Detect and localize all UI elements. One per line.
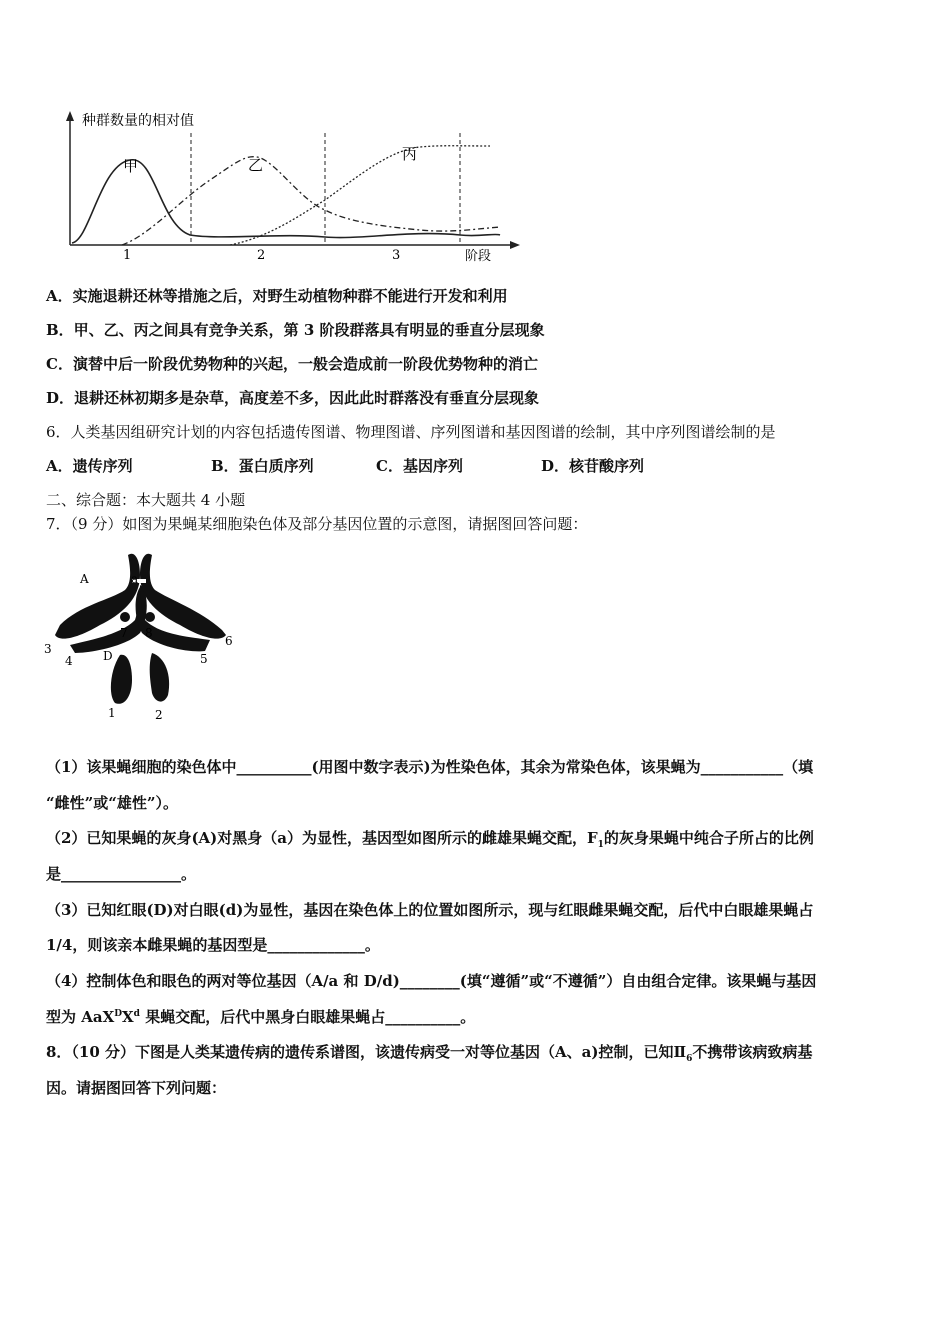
q7-part4-text3: 果蝇交配，后代中黑身白眼雄果蝇占__________。 (139, 1008, 476, 1026)
label-5: 5 (200, 652, 208, 666)
q5-option-b: B．甲、乙、丙之间具有竞争关系，第 3 阶段群落具有明显的垂直分层现象 (46, 321, 545, 339)
curve-yi (122, 157, 500, 245)
tick-label-3: 3 (392, 248, 401, 263)
q5-option-c: C．演替中后一阶段优势物种的兴起，一般会造成前一阶段优势物种的消亡 (46, 355, 538, 373)
curve-label-jia: 甲 (123, 157, 139, 175)
q7-part2-pre: （2）已知果蝇的灰身(A)对黑身（a）为显性，基因型如图所示的雌雄果蝇交配，F (46, 829, 598, 847)
q8-sub: 6 (686, 1054, 693, 1064)
q7-part2-sub: 1 (597, 840, 604, 850)
curve-label-bing: 丙 (402, 145, 418, 163)
q5-option-a: A．实施退耕还林等措施之后，对野生动植物种群不能进行开发和利用 (46, 287, 508, 305)
graph-xlabel: 阶段 (465, 249, 492, 264)
chromosome-diagram (40, 545, 240, 725)
q8-pre: 8．（10 分）下图是人类某遗传病的遗传系谱图，该遗传病受一对等位基因（A、a)控制，已知Ⅱ (46, 1043, 687, 1061)
q6-options (46, 456, 644, 476)
q7-part3-line2: 1/4，则该亲本雌果蝇的基因型是_____________。 (46, 936, 380, 954)
q7-part4-line1: （4）控制体色和眼色的两对等位基因（A/a 和 D/d)________(填“遵循”或“不遵循”）自由组合定律。该果蝇与基因 (46, 972, 817, 990)
q7-part4-text2: X (122, 1008, 134, 1026)
q7-stem: 7．（9 分）如图为果蝇某细胞染色体及部分基因位置的示意图，请据图回答问题： (46, 515, 588, 533)
q8-post: 不携带该病致病基 (692, 1043, 813, 1061)
section-heading: 二、综合题：本大题共 4 小题 (46, 491, 246, 509)
graph-ylabel: 种群数量的相对值 (82, 113, 194, 129)
q6-stem: 6．人类基因组研究计划的内容包括遗传图谱、物理图谱、序列图谱和基因图谱的绘制，其中序列图谱绘制的是 (46, 423, 776, 441)
q6-option-b: B．蛋白质序列 (211, 457, 314, 475)
q6-option-a: A．遗传序列 (46, 457, 133, 475)
label-3: 3 (44, 642, 52, 656)
q7-part1-line1: （1）该果蝇细胞的染色体中__________(用图中数字表示)为性染色体，其余为常染色体，该果蝇为___________（填 (46, 758, 814, 776)
q7-part4-sup1: D (114, 1009, 123, 1019)
q7-part3-line1: （3）已知红眼(D)对白眼(d)为显性，基因在染色体上的位置如图所示，现与红眼雌果蝇交配，后代中白眼雄果蝇占 (46, 901, 814, 919)
q8-line2: 因。请据图回答下列问题： (46, 1079, 227, 1097)
curve-bing (230, 146, 490, 245)
q7-part4-sup2: d (133, 1009, 140, 1019)
gene-label-d: D (103, 649, 113, 663)
label-2: 2 (155, 708, 163, 722)
chromosome-2 (150, 653, 169, 702)
chromosome-6 (140, 554, 226, 639)
label-7: 7 (120, 626, 128, 640)
label-4: 4 (65, 654, 73, 668)
q6-option-c: C．基因序列 (376, 457, 463, 475)
tick-label-1: 1 (123, 248, 132, 263)
q7-part2-line1 (46, 828, 814, 848)
q6-option-d: D．核苷酸序列 (541, 457, 645, 475)
q7-part4-text1: 型为 AaX (46, 1008, 115, 1026)
q8-line1 (46, 1042, 812, 1062)
label-6: 6 (225, 634, 233, 648)
population-graph (60, 105, 530, 265)
x-axis-arrow (510, 241, 520, 249)
tick-label-2: 2 (257, 248, 266, 263)
chromosome-7 (120, 612, 130, 622)
q7-part4-line2 (46, 1007, 475, 1027)
gene-label-a-upper: A (80, 572, 89, 586)
q7-part2-line2: 是________________。 (46, 865, 197, 883)
chromosome-8 (145, 612, 155, 622)
y-axis-arrow (66, 111, 74, 121)
q7-part1-line2: “雌性”或“雄性”）。 (46, 794, 179, 812)
curve-label-yi: 乙 (248, 156, 264, 174)
chromosome-1 (111, 655, 132, 704)
label-8: 8 (145, 626, 153, 640)
label-1: 1 (108, 706, 116, 720)
q7-part2-post: 的灰身果蝇中纯合子所占的比例 (603, 829, 814, 847)
gene-label-a-lower: a (131, 572, 139, 586)
q5-option-d: D．退耕还林初期多是杂草，高度差不多，因此此时群落没有垂直分层现象 (46, 389, 540, 407)
